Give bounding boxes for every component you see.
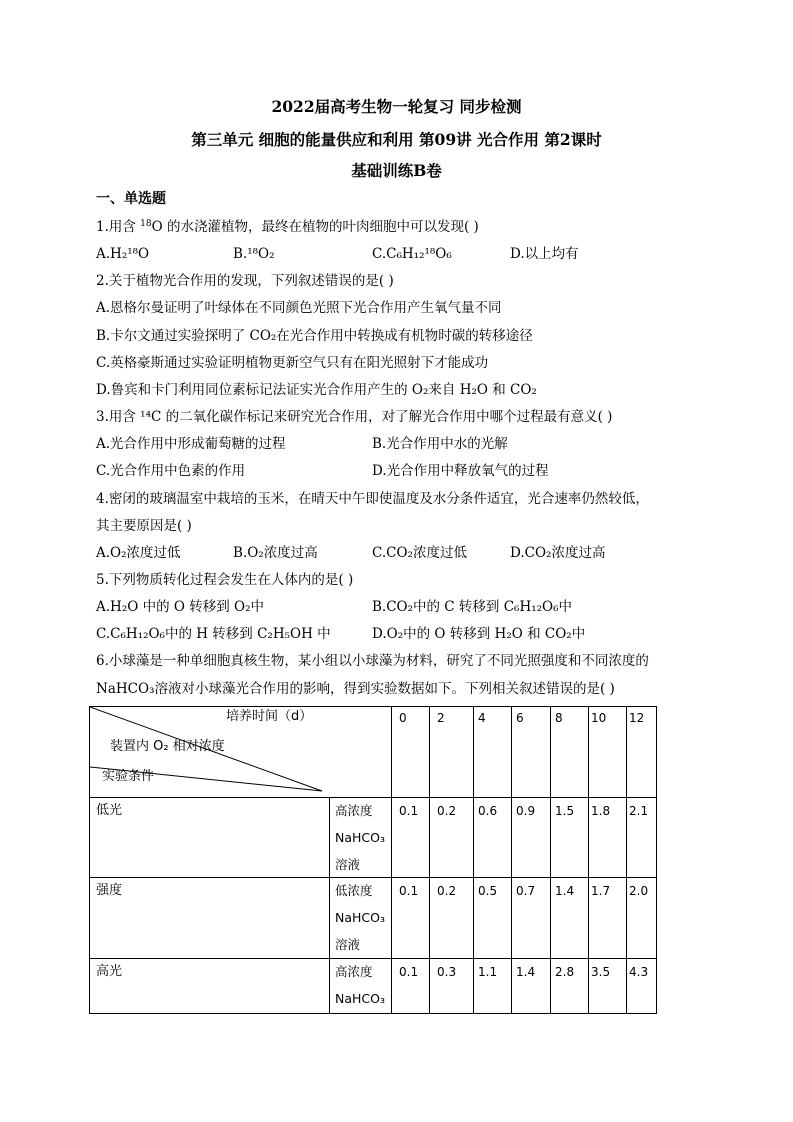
q4-option-b: B.O₂浓度过高: [233, 545, 318, 561]
q5-option-c: C.C₆H₁₂O₆中的 H 转移到 C₂H₅OH 中: [96, 626, 331, 642]
header-cultivation-time: 培养时间（d）: [226, 709, 313, 724]
table-divider: [329, 797, 330, 1013]
q2-option-a: A.恩格尔曼证明了叶绿体在不同颜色光照下光合作用产生氧气量不同: [96, 300, 502, 316]
row-condition: NaHCO₃: [335, 830, 385, 845]
day-header: 6: [516, 711, 524, 725]
question-6-stem-line1: 6.小球藻是一种单细胞真核生物，某小组以小球藻为材料，研究了不同光照强度和不同浓度的: [96, 653, 649, 669]
table-divider: [588, 707, 589, 1013]
q3-option-c: C.光合作用中色素的作用: [96, 463, 246, 479]
value-cell: 1.7: [591, 884, 611, 898]
question-1-stem: 1.用含 $^{18}$O 的水浇灌植物，最终在植物的叶肉细胞中可以发现( ): [96, 219, 479, 235]
value-cell: 0.2: [437, 884, 457, 898]
q5-option-d: D.O₂中的 O 转移到 H₂O 和 CO₂中: [372, 626, 586, 642]
header-o2-concentration: 装置内 O₂ 相对浓度: [110, 739, 225, 754]
q1-option-a: A.H₂¹⁸O: [96, 246, 150, 262]
question-4-stem-line2: 其主要原因是( ): [96, 518, 192, 534]
q3-option-d: D.光合作用中释放氧气的过程: [372, 463, 549, 479]
q2-option-c: C.英格豪斯通过实验证明植物更新空气只有在阳光照射下才能成功: [96, 355, 489, 371]
question-6-stem-line2: NaHCO₃溶液对小球藻光合作用的影响，得到实验数据如下。下列相关叙述错误的是( ): [96, 681, 615, 697]
row-condition: NaHCO₃: [335, 991, 385, 1006]
value-cell: 1.1: [478, 965, 498, 979]
value-cell: 1.4: [555, 884, 575, 898]
q4-option-c: C.CO₂浓度过低: [372, 545, 467, 561]
value-cell: 0.7: [516, 884, 536, 898]
q1-option-c: C.C₆H₁₂¹⁸O₆: [372, 246, 452, 262]
day-header: 12: [629, 711, 645, 725]
row-condition: 溶液: [335, 857, 361, 872]
section-heading: 一、单选题: [96, 191, 166, 207]
q3-option-a: A.光合作用中形成葡萄糖的过程: [96, 436, 286, 452]
day-header: 8: [555, 711, 563, 725]
value-cell: 0.1: [399, 965, 419, 979]
q4-option-a: A.O₂浓度过低: [96, 545, 181, 561]
data-table: [89, 706, 657, 1014]
table-divider: [391, 707, 392, 1013]
table-divider: [429, 707, 430, 1013]
q2-option-d: D.鲁宾和卡门利用同位素标记法证实光合作用产生的 O₂来自 H₂O 和 CO₂: [96, 382, 537, 398]
day-header: 0: [399, 711, 407, 725]
doc-title-line2: 第三单元 细胞的能量供应和利用 第09讲 光合作用 第2课时: [191, 130, 602, 149]
day-header: 2: [437, 711, 445, 725]
value-cell: 0.3: [437, 965, 457, 979]
value-cell: 0.9: [516, 804, 536, 818]
row-light-label: 强度: [96, 883, 123, 898]
doc-title-line3: 基础训练B卷: [351, 161, 442, 180]
value-cell: 1.4: [516, 965, 536, 979]
table-divider: [90, 877, 656, 878]
value-cell: 0.1: [399, 804, 419, 818]
row-condition: 溶液: [335, 937, 361, 952]
value-cell: 0.1: [399, 884, 419, 898]
value-cell: 2.0: [629, 884, 649, 898]
value-cell: 0.6: [478, 804, 498, 818]
value-cell: 1.8: [591, 804, 611, 818]
table-divider: [626, 707, 627, 1013]
q2-option-b: B.卡尔文通过实验探明了 CO₂在光合作用中转换成有机物时碳的转移途径: [96, 328, 533, 344]
value-cell: 2.1: [629, 804, 649, 818]
day-header: 4: [478, 711, 486, 725]
value-cell: 3.5: [591, 965, 611, 979]
day-header: 10: [591, 711, 607, 725]
q5-option-b: B.CO₂中的 C 转移到 C₆H₁₂O₆中: [372, 599, 573, 615]
question-5-stem: 5.下列物质转化过程会发生在人体内的是( ): [96, 572, 354, 588]
value-cell: 0.2: [437, 804, 457, 818]
q3-option-b: B.光合作用中水的光解: [372, 436, 508, 452]
row-light-label: 高光: [96, 964, 123, 979]
q1-option-d: D.以上均有: [510, 246, 579, 262]
table-divider: [550, 707, 551, 1013]
row-condition: NaHCO₃: [335, 910, 385, 925]
table-divider: [473, 707, 474, 1013]
q1-option-b: B.¹⁸O₂: [233, 246, 275, 262]
doc-title-line1: 2022届高考生物一轮复习 同步检测: [271, 97, 522, 116]
q4-option-d: D.CO₂浓度过高: [510, 545, 606, 561]
value-cell: 0.5: [478, 884, 498, 898]
row-condition: 低浓度: [335, 883, 373, 898]
table-divider: [511, 707, 512, 1013]
value-cell: 4.3: [629, 965, 649, 979]
value-cell: 1.5: [555, 804, 575, 818]
value-cell: 2.8: [555, 965, 575, 979]
header-conditions: 实验条件: [102, 769, 155, 784]
row-condition: 高浓度: [335, 964, 373, 979]
row-condition: 高浓度: [335, 803, 373, 818]
question-4-stem-line1: 4.密闭的玻璃温室中栽培的玉米，在晴天中午即使温度及水分条件适宜，光合速率仍然较低，: [96, 491, 649, 507]
question-3-stem: 3.用含 ¹⁴C 的二氧化碳作标记来研究光合作用，对了解光合作用中哪个过程最有意义( ): [96, 409, 613, 425]
table-divider: [90, 958, 656, 959]
row-light-label: 低光: [96, 803, 123, 818]
question-2-stem: 2.关于植物光合作用的发现，下列叙述错误的是( ): [96, 273, 394, 289]
q5-option-a: A.H₂O 中的 O 转移到 O₂中: [96, 599, 265, 615]
table-divider: [90, 797, 656, 798]
